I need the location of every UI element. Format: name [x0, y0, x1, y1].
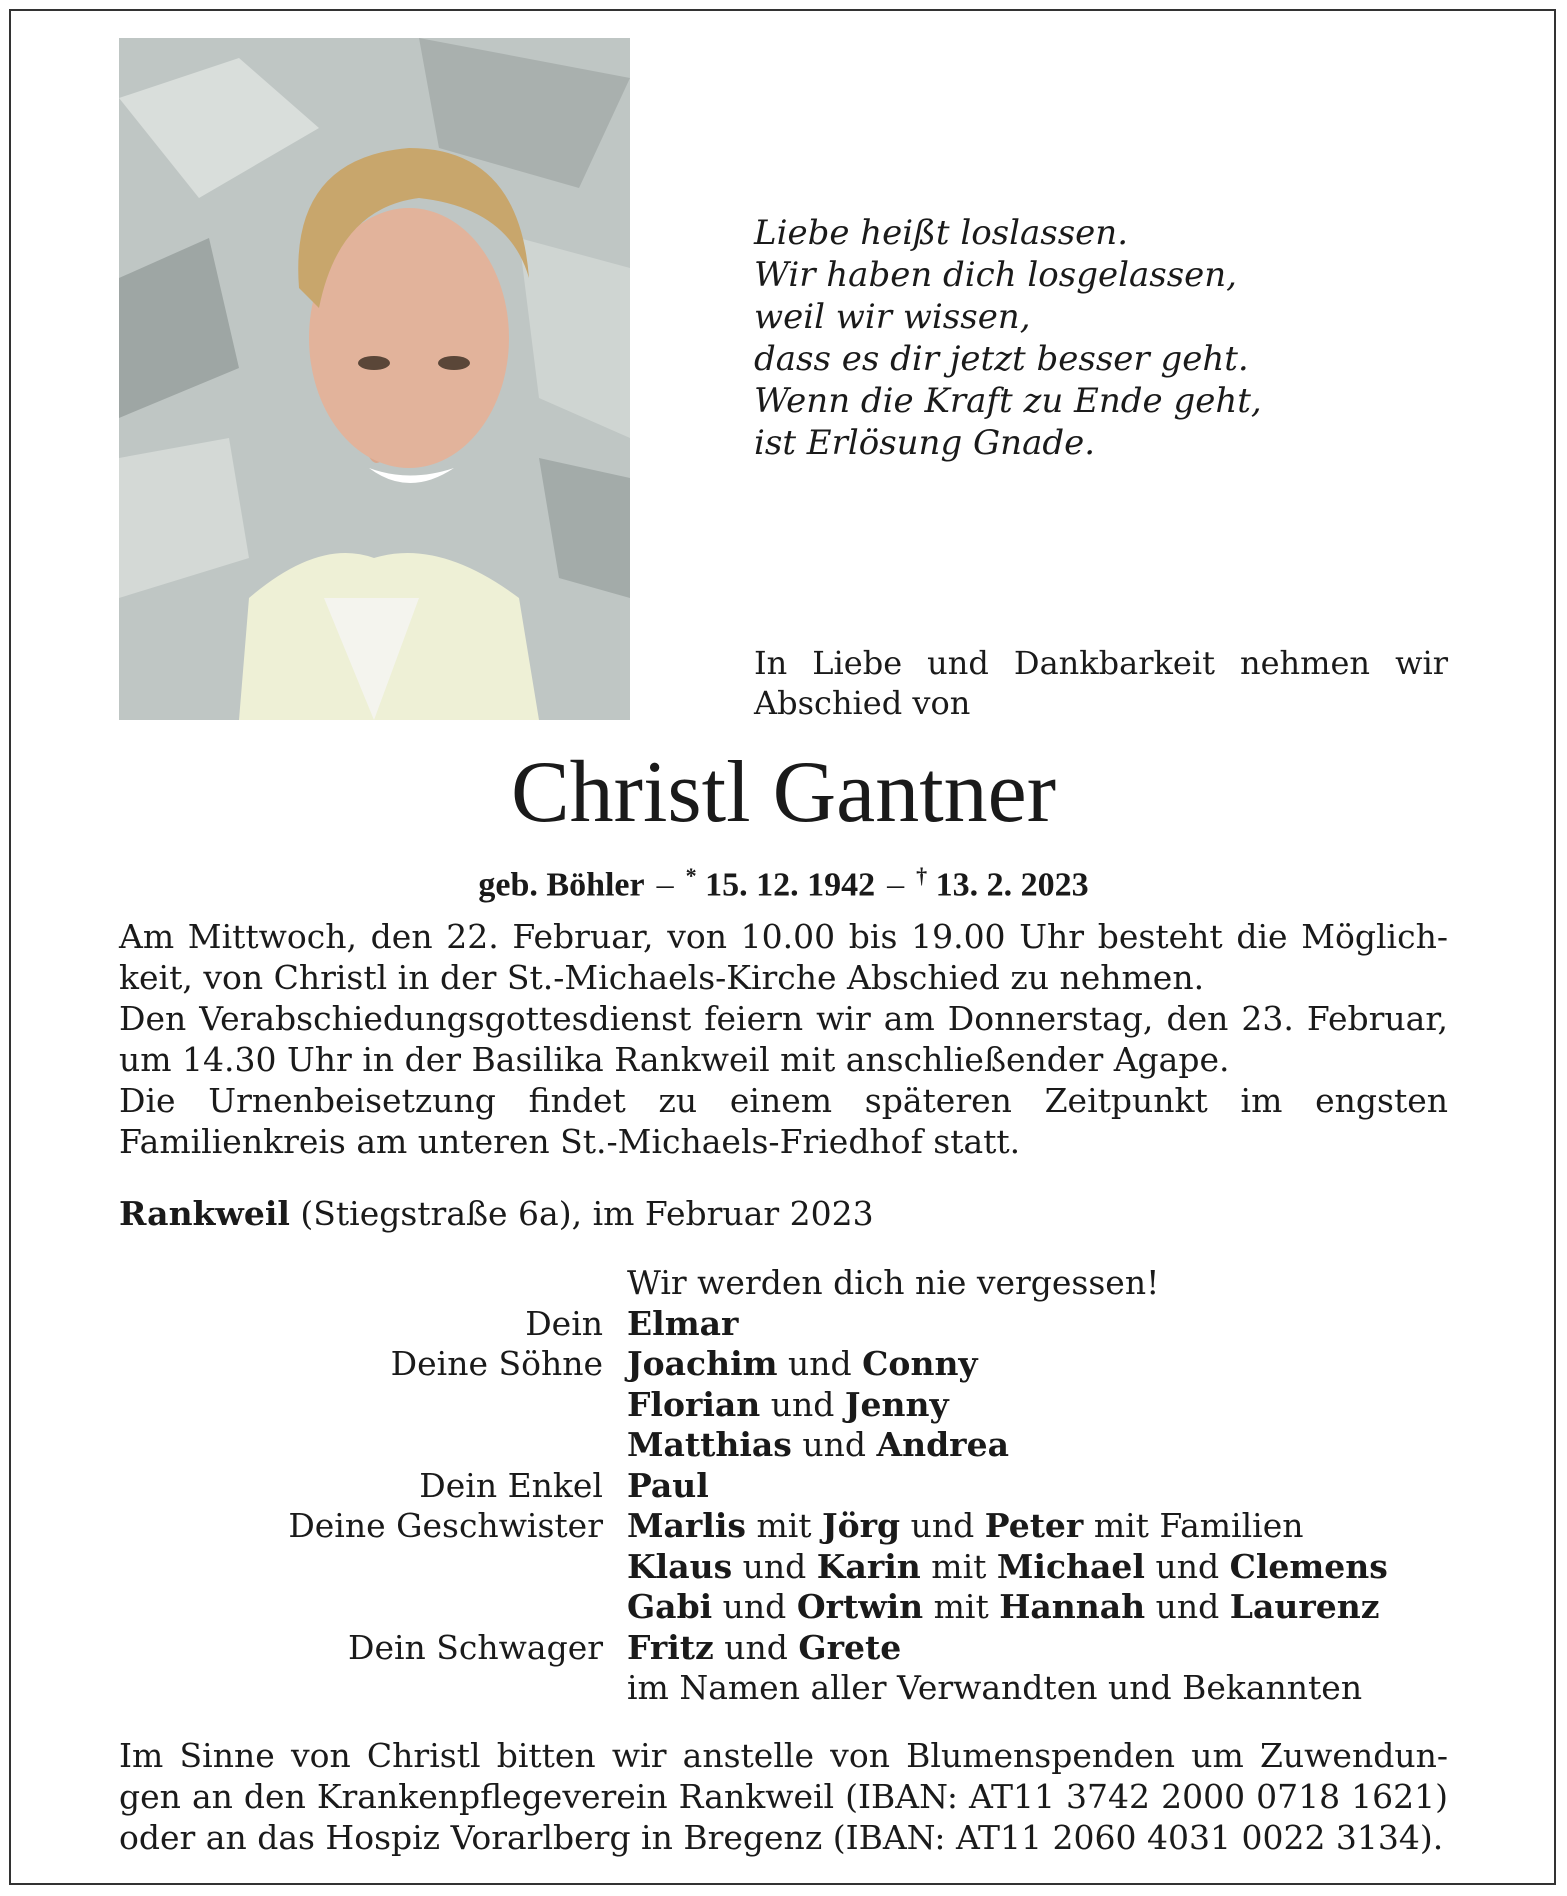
portrait-image [119, 38, 630, 720]
closing-line: Im Sinne von Christl bitten wir anstelle von Blumenspenden um Zuwendun- [119, 1736, 1448, 1775]
ceremony-details [119, 916, 1448, 1162]
relation-label [119, 1547, 627, 1588]
member-name: Michael [996, 1546, 1145, 1586]
body-line: keit, von Christl in der St.-Michaels-Kirche Abschied zu nehmen. [119, 958, 1205, 997]
member-name: Andrea [876, 1425, 1009, 1464]
connector-text: und [777, 1344, 863, 1383]
family-members [627, 1304, 738, 1345]
family-row [119, 1506, 1519, 1547]
motto-row [119, 1263, 1519, 1304]
family-members [627, 1587, 1379, 1628]
family-members [627, 1344, 978, 1385]
family-row [119, 1668, 1519, 1709]
connector-text: mit Familien [1083, 1506, 1304, 1545]
member-name: Hannah [999, 1587, 1146, 1626]
poem-line: Wir haben dich losgelassen, [754, 255, 1237, 295]
member-name: Conny [862, 1344, 978, 1383]
closing-line: oder an das Hospiz Vorarlberg in Bregenz (IBAN: AT11 2060 4031 0022 3134). [119, 1818, 1444, 1857]
mourners-list [119, 1263, 1519, 1709]
member-name: Ortwin [796, 1587, 924, 1626]
member-name: Marlis [627, 1506, 746, 1545]
deceased-name: Christl Gantner [510, 744, 1056, 841]
family-row [119, 1587, 1519, 1628]
connector-text: mit [745, 1506, 823, 1545]
poem-line: Liebe heißt loslassen. [754, 213, 1128, 253]
family-row [119, 1425, 1519, 1466]
connector-text: und [732, 1546, 817, 1586]
place-town: Rankweil [119, 1194, 290, 1233]
body-line: Den Verabschiedungsgottesdienst feiern wir am Donnerstag, den 23. Februar, [119, 999, 1448, 1038]
body-line: Am Mittwoch, den 22. Februar, von 10.00 bis 19.00 Uhr besteht die Möglich- [119, 917, 1448, 956]
maiden-name: geb. Böhler [478, 866, 645, 904]
connector-text: und [791, 1425, 877, 1464]
member-name: Peter [984, 1506, 1084, 1545]
member-name: Clemens [1229, 1546, 1388, 1586]
relation-label [119, 1425, 627, 1466]
family-row [119, 1628, 1519, 1669]
intro-text: In Liebe und Dankbarkeit nehmen wir Abschied von [754, 644, 1448, 722]
member-name: Jörg [822, 1506, 901, 1545]
connector-text: und [900, 1506, 985, 1545]
family-row [119, 1344, 1519, 1385]
connector-text: und [1145, 1587, 1230, 1626]
family-members [627, 1506, 1303, 1547]
family-members [627, 1547, 1388, 1588]
date-separator: – [887, 866, 905, 904]
place-rest: (Stiegstraße 6a), im Februar 2023 [289, 1194, 874, 1233]
family-members [627, 1466, 709, 1507]
relation-label: Dein Enkel [419, 1465, 603, 1505]
member-name: Laurenz [1229, 1587, 1380, 1626]
birth-mark: * [685, 863, 697, 888]
connector-text: mit [923, 1587, 1000, 1626]
death-date: 13. 2. 2023 [935, 866, 1089, 904]
donation-request [119, 1735, 1448, 1858]
body-line: Familienkreis am unteren St.-Michaels-Friedhof statt. [119, 1122, 1021, 1161]
connector-text: und [712, 1587, 797, 1626]
connector-text: mit [920, 1546, 997, 1586]
family-row [119, 1304, 1519, 1345]
member-name: Elmar [627, 1303, 739, 1343]
family-row [119, 1385, 1519, 1426]
relation-label: Dein [525, 1303, 603, 1343]
member-name: Gabi [627, 1587, 713, 1626]
relation-label: Deine Söhne [390, 1344, 603, 1383]
birth-date: 15. 12. 1942 [705, 866, 876, 904]
connector-text: im Namen aller Verwandten und Bekannten [627, 1668, 1363, 1707]
relation-label [119, 1668, 627, 1709]
date-separator: – [656, 866, 674, 904]
closing-line: gen an den Krankenpflegeverein Rankweil (IBAN: AT11 3742 2000 0718 1621) [119, 1777, 1448, 1816]
relation-label [119, 1385, 627, 1426]
member-name: Florian [627, 1384, 761, 1424]
family-members [627, 1385, 949, 1426]
life-dates [0, 855, 1567, 906]
member-name: Joachim [627, 1344, 778, 1383]
connector-text: und [760, 1384, 845, 1424]
family-row [119, 1547, 1519, 1588]
poem-line: Wenn die Kraft zu Ende geht, [754, 381, 1262, 421]
family-rows [119, 1304, 1519, 1709]
poem-line: dass es dir jetzt besser geht. [754, 339, 1249, 379]
death-mark: † [916, 863, 928, 888]
relation-label: Dein Schwager [348, 1627, 603, 1667]
family-members [627, 1425, 1009, 1466]
member-name: Karin [816, 1546, 921, 1586]
body-line: um 14.30 Uhr in der Basilika Rankweil mit anschließender Agape. [119, 1040, 1230, 1079]
family-members [627, 1668, 1362, 1709]
member-name: Fritz [627, 1627, 714, 1667]
relation-label [119, 1263, 627, 1304]
connector-text: und [713, 1627, 799, 1667]
body-line: Die Urnenbeisetzung findet zu einem späteren Zeitpunkt im engsten [119, 1081, 1448, 1120]
poem [754, 212, 1454, 464]
family-motto: Wir werden dich nie vergessen! [627, 1263, 1160, 1302]
member-name: Matthias [627, 1425, 792, 1464]
member-name: Grete [798, 1627, 902, 1667]
family-row [119, 1466, 1519, 1507]
place-and-date [119, 1193, 874, 1234]
portrait-photo [119, 38, 630, 720]
member-name: Klaus [627, 1546, 733, 1586]
poem-line: ist Erlösung Gnade. [754, 423, 1096, 463]
connector-text: und [1144, 1546, 1230, 1586]
member-name: Paul [627, 1465, 709, 1505]
relation-label: Deine Geschwister [288, 1506, 603, 1545]
member-name: Jenny [844, 1384, 949, 1424]
relation-label [119, 1587, 627, 1628]
poem-line: weil wir wissen, [754, 297, 1031, 337]
family-members [627, 1628, 901, 1669]
